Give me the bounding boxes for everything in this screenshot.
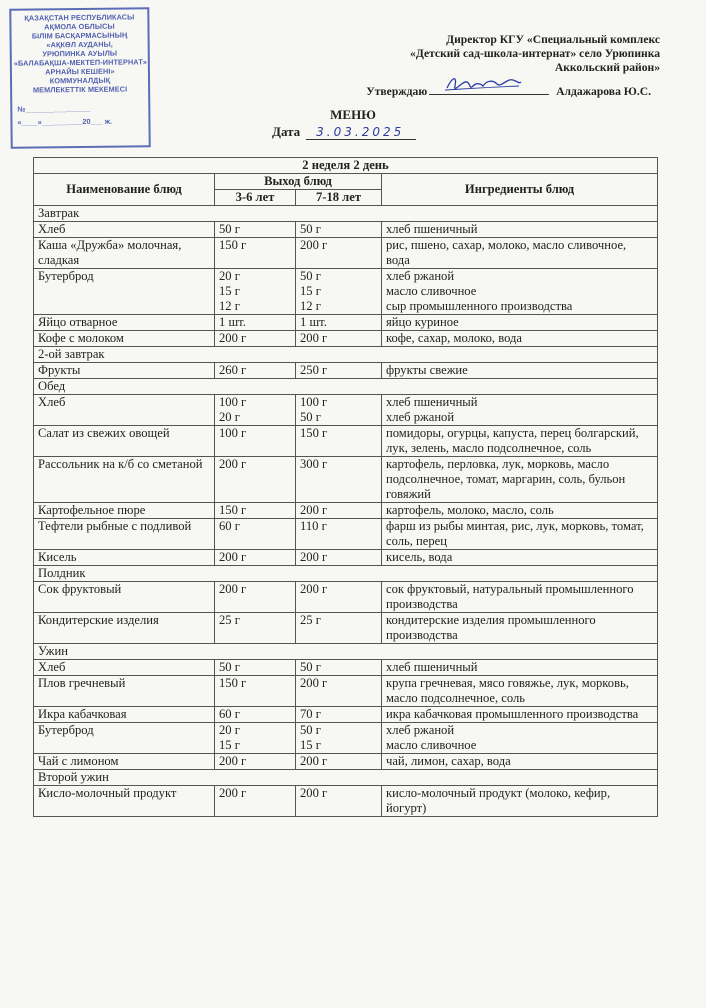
table-row xyxy=(34,707,658,723)
date-row xyxy=(272,124,416,140)
portion-7-18-cell xyxy=(296,613,382,644)
stamp-number-line: №________________ xyxy=(17,103,91,114)
ingredients-cell xyxy=(382,519,658,550)
header-output: Выход блюд xyxy=(215,174,382,190)
portion-7-18-cell xyxy=(296,238,382,269)
portion-7-18-cell xyxy=(296,723,382,754)
stamp-text-line: МЕМЛЕКЕТТІК МЕКЕМЕСІ xyxy=(32,84,128,95)
table-row xyxy=(34,222,658,238)
ingredients-cell-line: хлеб пшеничный xyxy=(386,395,478,409)
approve-signature-row xyxy=(366,82,651,98)
header-ingredients: Ингредиенты блюд xyxy=(382,174,658,206)
ingredients-cell xyxy=(382,660,658,676)
portion-3-6-cell-line: 12 г xyxy=(219,299,240,313)
portion-3-6-cell-line: 150 г xyxy=(219,238,247,252)
dish-name-cell: Бутерброд xyxy=(34,269,215,315)
table-row xyxy=(34,613,658,644)
dish-name-cell: Хлеб xyxy=(34,395,215,426)
portion-3-6-cell xyxy=(215,363,296,379)
ingredients-cell-line: фрукты свежие xyxy=(386,363,468,377)
portion-7-18-cell xyxy=(296,363,382,379)
table-row xyxy=(34,395,658,426)
portion-3-6-cell xyxy=(215,660,296,676)
portion-3-6-cell xyxy=(215,786,296,817)
ingredients-cell-line: рис, пшено, сахар, молоко, масло сливочное, вода xyxy=(386,238,627,267)
dish-name-cell: Чай с лимоном xyxy=(34,754,215,770)
stamp-text-line: БІЛІМ БАСҚАРМАСЫНЫҢ xyxy=(31,30,128,41)
approval-block xyxy=(300,33,660,75)
dish-name-cell: Картофельное пюре xyxy=(34,503,215,519)
dish-name-cell: Бутерброд xyxy=(34,723,215,754)
stamp-text-line: «БАЛАБАҚША-МЕКТЕП-ИНТЕРНАТ» xyxy=(13,57,148,68)
dish-name-cell: Тефтели рыбные с подливой xyxy=(34,519,215,550)
ingredients-cell-line: хлеб ржаной xyxy=(386,723,455,737)
menu-table xyxy=(33,157,658,817)
table-row xyxy=(34,519,658,550)
dish-name-cell: Икра кабачковая xyxy=(34,707,215,723)
portion-3-6-cell-line: 20 г xyxy=(219,723,240,737)
portion-3-6-cell-line: 15 г xyxy=(219,284,240,298)
portion-7-18-cell xyxy=(296,222,382,238)
approve-label: Утверждаю xyxy=(366,85,428,98)
dish-name-cell: Каша «Дружба» молочная, сладкая xyxy=(34,238,215,269)
ingredients-cell xyxy=(382,613,658,644)
ingredients-cell xyxy=(382,582,658,613)
portion-7-18-cell xyxy=(296,269,382,315)
table-row xyxy=(34,660,658,676)
dish-name-cell: Рассольник на к/б со сметаной xyxy=(34,457,215,503)
portion-3-6-cell-line: 20 г xyxy=(219,269,240,283)
portion-3-6-cell xyxy=(215,222,296,238)
table-row xyxy=(34,723,658,754)
portion-7-18-cell-line: 25 г xyxy=(300,613,321,627)
portion-3-6-cell-line: 260 г xyxy=(219,363,247,377)
table-row xyxy=(34,503,658,519)
ingredients-cell xyxy=(382,723,658,754)
dish-name-cell: Хлеб xyxy=(34,222,215,238)
portion-7-18-cell xyxy=(296,395,382,426)
table-row xyxy=(34,363,658,379)
institution-stamp xyxy=(9,7,150,148)
approve-name: Алдажарова Ю.С. xyxy=(556,85,651,98)
ingredients-cell-line: кисель, вода xyxy=(386,550,453,564)
portion-7-18-cell xyxy=(296,754,382,770)
portion-7-18-cell-line: 200 г xyxy=(300,754,328,768)
ingredients-cell-line: картофель, перловка, лук, морковь, масло подсолнечное, томат, маргарин, соль, бульон говяжий xyxy=(386,457,626,501)
portion-3-6-cell xyxy=(215,331,296,347)
ingredients-cell xyxy=(382,238,658,269)
week-day-cell: 2 неделя 2 день xyxy=(34,158,658,174)
date-label: Дата xyxy=(272,124,301,139)
table-row xyxy=(34,550,658,566)
ingredients-cell-line: помидоры, огурцы, капуста, перец болгарский, лук, зелень, масло подсолнечное, соль xyxy=(386,426,639,455)
portion-7-18-cell-line: 50 г xyxy=(300,269,321,283)
week-day-row xyxy=(34,158,658,174)
ingredients-cell xyxy=(382,754,658,770)
portion-7-18-cell-line: 50 г xyxy=(300,410,321,424)
portion-3-6-cell-line: 1 шт. xyxy=(219,315,246,329)
dish-name-cell: Хлеб xyxy=(34,660,215,676)
stamp-lines xyxy=(13,12,146,94)
ingredients-cell xyxy=(382,363,658,379)
portion-3-6-cell-line: 200 г xyxy=(219,582,247,596)
ingredients-cell-line: сыр промышленного производства xyxy=(386,299,573,313)
table-row xyxy=(34,786,658,817)
meal-section-title: Полдник xyxy=(34,566,658,582)
ingredients-cell-line: хлеб пшеничный xyxy=(386,660,478,674)
header-age-3-6: 3-6 лет xyxy=(215,190,296,206)
portion-7-18-cell-line: 200 г xyxy=(300,550,328,564)
table-row xyxy=(34,754,658,770)
meal-section-title: Обед xyxy=(34,379,658,395)
meal-section-title: Завтрак xyxy=(34,206,658,222)
table-row xyxy=(34,331,658,347)
portion-3-6-cell xyxy=(215,269,296,315)
ingredients-cell-line: яйцо куриное xyxy=(386,315,459,329)
approval-line-1: Директор КГУ «Специальный комплекс xyxy=(446,33,660,46)
meal-section-row xyxy=(34,644,658,660)
portion-3-6-cell-line: 100 г xyxy=(219,395,247,409)
ingredients-cell xyxy=(382,503,658,519)
ingredients-cell xyxy=(382,395,658,426)
approval-line-2: «Детский сад-школа-интернат» село Урюпинка xyxy=(410,47,660,60)
ingredients-cell xyxy=(382,707,658,723)
table-row xyxy=(34,426,658,457)
meal-section-title: Второй ужин xyxy=(34,770,658,786)
portion-3-6-cell xyxy=(215,503,296,519)
portion-7-18-cell xyxy=(296,550,382,566)
ingredients-cell-line: сок фруктовый, натуральный промышленного производства xyxy=(386,582,634,611)
portion-3-6-cell-line: 50 г xyxy=(219,660,240,674)
ingredients-cell-line: икра кабачковая промышленного производства xyxy=(386,707,639,721)
portion-7-18-cell xyxy=(296,331,382,347)
portion-7-18-cell-line: 50 г xyxy=(300,723,321,737)
portion-3-6-cell-line: 100 г xyxy=(219,426,247,440)
ingredients-cell-line: масло сливочное xyxy=(386,738,477,752)
portion-7-18-cell-line: 100 г xyxy=(300,395,328,409)
table-row xyxy=(34,238,658,269)
ingredients-cell-line: кофе, сахар, молоко, вода xyxy=(386,331,523,345)
ingredients-cell xyxy=(382,222,658,238)
portion-3-6-cell xyxy=(215,754,296,770)
portion-3-6-cell-line: 20 г xyxy=(219,410,240,424)
meal-section-title: 2-ой завтрак xyxy=(34,347,658,363)
ingredients-cell-line: картофель, молоко, масло, соль xyxy=(386,503,554,517)
portion-3-6-cell-line: 200 г xyxy=(219,550,247,564)
meal-section-title: Ужин xyxy=(34,644,658,660)
stamp-text-line: «АҚКӨЛ АУДАНЫ, xyxy=(46,39,113,50)
portion-3-6-cell-line: 150 г xyxy=(219,676,247,690)
dish-name-cell: Салат из свежих овощей xyxy=(34,426,215,457)
portion-3-6-cell xyxy=(215,707,296,723)
ingredients-cell xyxy=(382,676,658,707)
meal-section-row xyxy=(34,770,658,786)
ingredients-cell-line: фарш из рыбы минтая, рис, лук, морковь, томат, соль, перец xyxy=(386,519,644,548)
portion-7-18-cell-line: 250 г xyxy=(300,363,328,377)
portion-7-18-cell-line: 50 г xyxy=(300,660,321,674)
dish-name-cell: Кисло-молочный продукт xyxy=(34,786,215,817)
stamp-text-line: АҚМОЛА ОБЛЫСЫ xyxy=(44,21,115,32)
portion-3-6-cell-line: 60 г xyxy=(219,707,240,721)
ingredients-cell-line: кисло-молочный продукт (молоко, кефир, йогурт) xyxy=(386,786,611,815)
stamp-text-line: КОММУНАЛДЫҚ xyxy=(49,75,111,86)
ingredients-cell-line: хлеб пшеничный xyxy=(386,222,478,236)
header-age-7-18: 7-18 лет xyxy=(296,190,382,206)
ingredients-cell-line: масло сливочное xyxy=(386,284,477,298)
portion-7-18-cell-line: 1 шт. xyxy=(300,315,327,329)
dish-name-cell: Плов гречневый xyxy=(34,676,215,707)
meal-section-row xyxy=(34,566,658,582)
dish-name-cell: Яйцо отварное xyxy=(34,315,215,331)
portion-7-18-cell xyxy=(296,676,382,707)
dish-name-cell: Сок фруктовый xyxy=(34,582,215,613)
portion-7-18-cell-line: 110 г xyxy=(300,519,327,533)
portion-7-18-cell-line: 200 г xyxy=(300,238,328,252)
portion-7-18-cell-line: 150 г xyxy=(300,426,328,440)
portion-3-6-cell xyxy=(215,676,296,707)
portion-3-6-cell xyxy=(215,315,296,331)
menu-table-body xyxy=(34,206,658,817)
portion-7-18-cell-line: 200 г xyxy=(300,786,328,800)
ingredients-cell xyxy=(382,426,658,457)
portion-7-18-cell xyxy=(296,315,382,331)
table-row xyxy=(34,676,658,707)
portion-7-18-cell xyxy=(296,457,382,503)
portion-7-18-cell-line: 200 г xyxy=(300,331,328,345)
portion-3-6-cell xyxy=(215,238,296,269)
portion-3-6-cell-line: 150 г xyxy=(219,503,247,517)
portion-3-6-cell-line: 200 г xyxy=(219,331,247,345)
portion-3-6-cell-line: 60 г xyxy=(219,519,240,533)
portion-7-18-cell-line: 12 г xyxy=(300,299,321,313)
portion-3-6-cell-line: 200 г xyxy=(219,786,247,800)
ingredients-cell xyxy=(382,331,658,347)
ingredients-cell xyxy=(382,315,658,331)
ingredients-cell xyxy=(382,269,658,315)
portion-7-18-cell-line: 50 г xyxy=(300,222,321,236)
stamp-text-line: ҚАЗАҚСТАН РЕСПУБЛИКАСЫ xyxy=(24,12,135,23)
stamp-text-line: УРЮПИНКА АУЫЛЫ xyxy=(42,48,118,59)
portion-3-6-cell xyxy=(215,613,296,644)
signature-line xyxy=(429,82,549,95)
handwritten-signature-icon xyxy=(443,72,523,96)
stamp-date-line: «____»__________20___ ж. xyxy=(17,116,112,127)
date-value: 3.03.2025 xyxy=(306,125,416,140)
portion-3-6-cell-line: 15 г xyxy=(219,738,240,752)
portion-3-6-cell-line: 200 г xyxy=(219,457,247,471)
portion-3-6-cell xyxy=(215,519,296,550)
ingredients-cell-line: чай, лимон, сахар, вода xyxy=(386,754,511,768)
portion-3-6-cell xyxy=(215,426,296,457)
stamp-text-line: АРНАЙЫ КЕШЕНІ» xyxy=(45,66,115,77)
portion-3-6-cell-line: 200 г xyxy=(219,754,247,768)
approval-line-3: Аккольский район» xyxy=(554,61,660,74)
dish-name-cell: Кофе с молоком xyxy=(34,331,215,347)
table-row xyxy=(34,582,658,613)
portion-3-6-cell xyxy=(215,457,296,503)
dish-name-cell: Кондитерские изделия xyxy=(34,613,215,644)
portion-3-6-cell xyxy=(215,395,296,426)
portion-7-18-cell-line: 70 г xyxy=(300,707,321,721)
meal-section-row xyxy=(34,206,658,222)
ingredients-cell xyxy=(382,786,658,817)
header-row xyxy=(34,174,658,190)
portion-3-6-cell xyxy=(215,723,296,754)
ingredients-cell-line: кондитерские изделия промышленного производства xyxy=(386,613,596,642)
portion-7-18-cell-line: 15 г xyxy=(300,738,321,752)
table-row xyxy=(34,315,658,331)
portion-7-18-cell xyxy=(296,426,382,457)
meal-section-row xyxy=(34,379,658,395)
portion-7-18-cell xyxy=(296,707,382,723)
header-dish-name: Наименование блюд xyxy=(34,174,215,206)
dish-name-cell: Кисель xyxy=(34,550,215,566)
portion-7-18-cell xyxy=(296,660,382,676)
table-row xyxy=(34,457,658,503)
portion-3-6-cell-line: 25 г xyxy=(219,613,240,627)
portion-7-18-cell-line: 200 г xyxy=(300,503,328,517)
dish-name-cell: Фрукты xyxy=(34,363,215,379)
portion-3-6-cell-line: 50 г xyxy=(219,222,240,236)
portion-3-6-cell xyxy=(215,550,296,566)
table-row xyxy=(34,269,658,315)
portion-7-18-cell xyxy=(296,519,382,550)
portion-7-18-cell-line: 200 г xyxy=(300,676,328,690)
portion-7-18-cell-line: 200 г xyxy=(300,582,328,596)
portion-7-18-cell-line: 15 г xyxy=(300,284,321,298)
ingredients-cell-line: крупа гречневая, мясо говяжье, лук, морковь, масло подсолнечное, соль xyxy=(386,676,629,705)
portion-7-18-cell-line: 300 г xyxy=(300,457,328,471)
ingredients-cell-line: хлеб ржаной xyxy=(386,269,455,283)
ingredients-cell-line: хлеб ржаной xyxy=(386,410,455,424)
portion-3-6-cell xyxy=(215,582,296,613)
ingredients-cell xyxy=(382,550,658,566)
meal-section-row xyxy=(34,347,658,363)
page-title: МЕНЮ xyxy=(330,107,376,122)
portion-7-18-cell xyxy=(296,582,382,613)
portion-7-18-cell xyxy=(296,503,382,519)
portion-7-18-cell xyxy=(296,786,382,817)
ingredients-cell xyxy=(382,457,658,503)
